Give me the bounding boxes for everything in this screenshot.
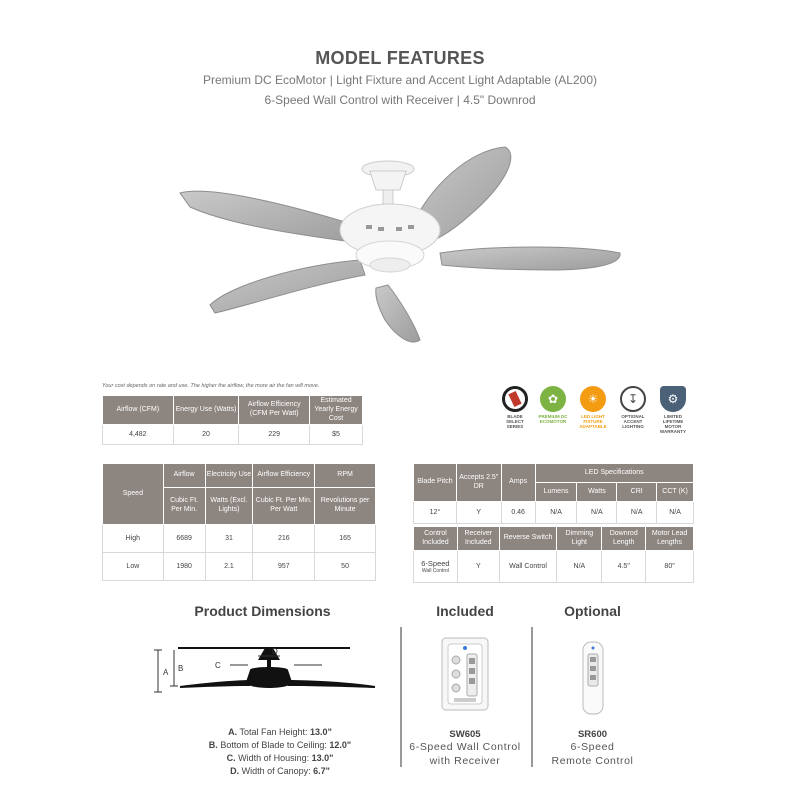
badge-warranty: ⚙ LIMITED LIFETIME MOTOR WARRANTY bbox=[656, 386, 690, 435]
energy-header: Energy Use (Watts) bbox=[173, 396, 239, 425]
speed-subheader: Cubic Ft. Per Min. bbox=[163, 488, 205, 525]
speed-col-header: Electricity Use bbox=[205, 464, 253, 488]
energy-header: Airflow Efficiency (CFM Per Watt) bbox=[239, 396, 310, 425]
energy-header: Airflow (CFM) bbox=[103, 396, 174, 425]
dimension-line: C. Width of Housing: 13.0" bbox=[226, 753, 334, 763]
badge-led: ☀ LED LIGHT FIXTURE ADAPTABLE bbox=[576, 386, 610, 430]
included-product-desc: 6-Speed Wall Control with Receiver bbox=[409, 741, 521, 767]
energy-cell: 4,482 bbox=[103, 425, 174, 445]
spec-table bbox=[413, 463, 694, 524]
speed-col-header: Airflow bbox=[163, 464, 205, 488]
speed-subheader: Revolutions per Minute bbox=[315, 488, 376, 525]
ceiling-fan-image bbox=[170, 135, 640, 350]
speed-table bbox=[102, 463, 376, 581]
energy-cell: $5 bbox=[310, 425, 363, 445]
control-header: Reverse Switch bbox=[499, 527, 557, 551]
control-header: Receiver Included bbox=[457, 527, 499, 551]
fan-blade bbox=[440, 247, 620, 270]
speed-col-header: Airflow Efficiency bbox=[253, 464, 315, 488]
fan-blade bbox=[180, 191, 360, 243]
dimension-line: D. Width of Canopy: 6.7" bbox=[230, 766, 330, 776]
dimension-line: B. Bottom of Blade to Ceiling: 12.0" bbox=[208, 740, 352, 750]
energy-header: Estimated Yearly Energy Cost bbox=[310, 396, 363, 425]
table-row: 12° Y 0.46 N/A N/A N/A N/A bbox=[414, 502, 694, 524]
speed-header: Speed bbox=[103, 464, 164, 525]
optional-heading: Optional bbox=[564, 603, 621, 619]
dimensions-diagram bbox=[150, 630, 380, 700]
features-line-1: Premium DC EcoMotor | Light Fixture and Accent Light Adaptable (AL200) bbox=[203, 73, 597, 87]
speed-subheader: Watts (Excl. Lights) bbox=[205, 488, 253, 525]
included-heading: Included bbox=[436, 603, 494, 619]
optional-product-desc: 6-Speed Remote Control bbox=[551, 741, 634, 767]
energy-cell: 20 bbox=[173, 425, 239, 445]
control-header: Downrod Length bbox=[602, 527, 646, 551]
control-table bbox=[413, 526, 694, 583]
features-line-2: 6-Speed Wall Control with Receiver | 4.5" Downrod bbox=[264, 93, 536, 107]
dim-label-c: C bbox=[215, 661, 221, 670]
light-icon: ☀ bbox=[580, 386, 606, 412]
badge-accent: ↧ OPTIONAL ACCENT LIGHTING bbox=[616, 386, 650, 430]
page-title: MODEL FEATURES bbox=[315, 48, 485, 68]
energy-cell: 229 bbox=[239, 425, 310, 445]
wall-control-image bbox=[440, 636, 490, 716]
led-spec-header: LED Specifications bbox=[535, 464, 693, 483]
led-subheader: Watts bbox=[577, 483, 617, 502]
control-header: Motor Lead Lengths bbox=[646, 527, 694, 551]
dimension-line: A. Total Fan Height: 13.0" bbox=[228, 727, 332, 737]
speed-subheader: Cubic Ft. Per Min. Per Watt bbox=[253, 488, 315, 525]
led-subheader: Lumens bbox=[535, 483, 577, 502]
accent-light-icon: ↧ bbox=[620, 386, 646, 412]
badge-blade-select: BLADE SELECT SERIES bbox=[498, 386, 532, 430]
led-subheader: CRI bbox=[617, 483, 657, 502]
control-header: Dimming Light bbox=[557, 527, 602, 551]
spec-header: Amps bbox=[501, 464, 535, 502]
dimensions-heading: Product Dimensions bbox=[194, 603, 331, 619]
shield-icon: ⚙ bbox=[660, 386, 686, 412]
energy-note: Your cost depends on rate and use. The higher the airflow, the more air the fan will move. bbox=[102, 383, 320, 389]
optional-product-code: SR600 bbox=[577, 729, 608, 740]
leaf-icon: ✿ bbox=[540, 386, 566, 412]
included-product-code: SW605 bbox=[449, 729, 481, 740]
dim-label-b: B bbox=[178, 664, 184, 673]
table-row: Low 1980 2.1 957 50 bbox=[103, 553, 376, 581]
led-subheader: CCT (K) bbox=[657, 483, 694, 502]
dim-label-d: D bbox=[272, 647, 278, 656]
feature-badges bbox=[498, 386, 698, 446]
badge-ecomotor: ✿ PREMIUM DC ECOMOTOR bbox=[536, 386, 570, 425]
fan-blade bbox=[210, 260, 365, 313]
control-header: Control Included bbox=[414, 527, 458, 551]
blade-icon bbox=[502, 386, 528, 412]
energy-table bbox=[102, 395, 363, 445]
fan-blade bbox=[376, 285, 420, 342]
remote-control-image bbox=[575, 640, 611, 716]
table-row: 6-Speed Wall Control Y Wall Control N/A 4.5" 80" bbox=[414, 551, 694, 583]
speed-col-header: RPM bbox=[315, 464, 376, 488]
dim-label-a: A bbox=[163, 668, 169, 677]
spec-header: Blade Pitch bbox=[414, 464, 457, 502]
table-row: High 6689 31 216 165 bbox=[103, 525, 376, 553]
spec-header: Accepts 2.5" DR bbox=[456, 464, 501, 502]
